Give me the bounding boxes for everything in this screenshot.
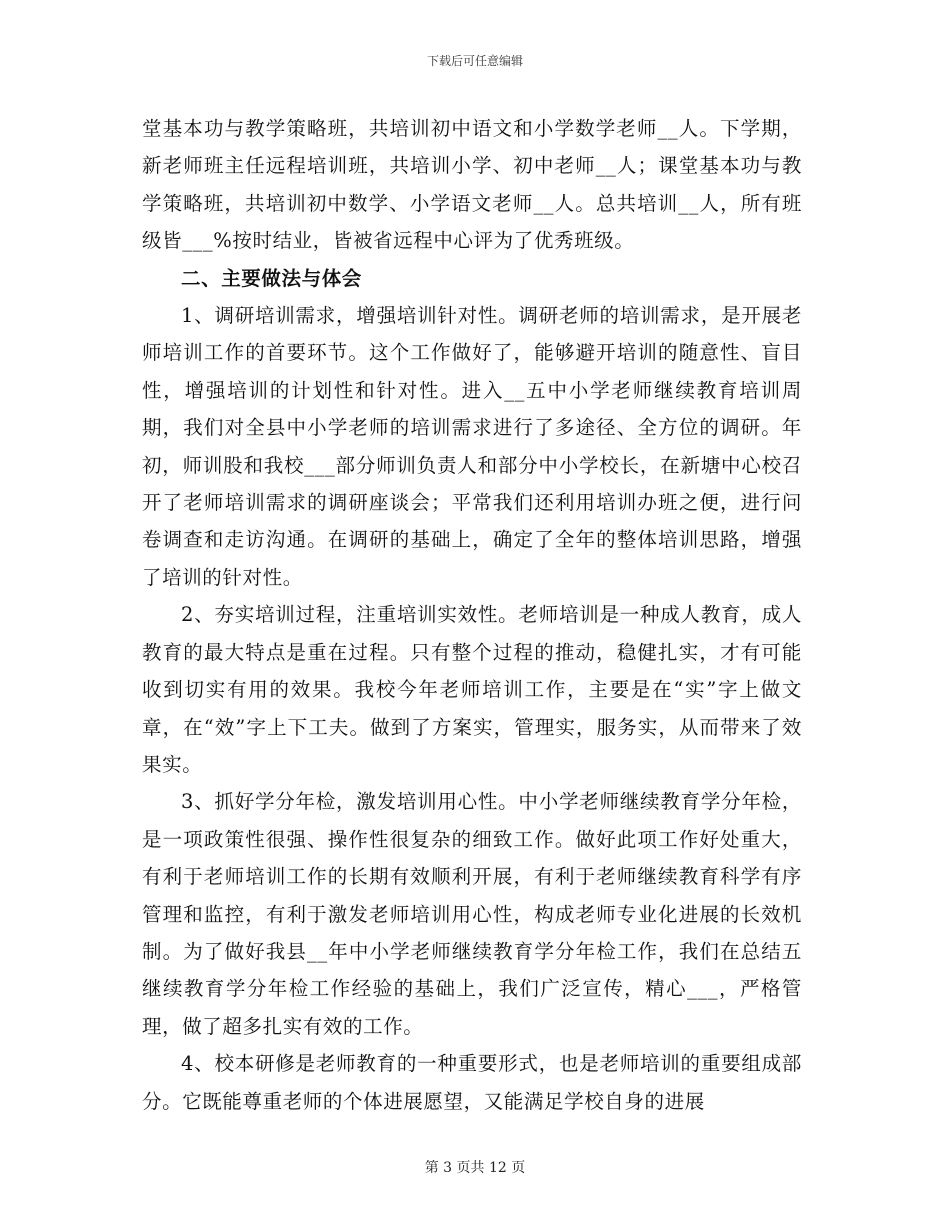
paragraph-3: 3、抓好学分年检，激发培训用心性。中小学老师继续教育学分年检，是一项政策性很强、操作性很复杂的细致工作。做好此项工作好处重大，有利于老师培训工作的长期有效顺利开展，有利于老师继续教育科学有序管理和监控，有利于激发老师培训用心性，构成老师专业化进展的长效机制。为了做好我县__年中小学老师继续教育学分年检工作，我们在总结五继续教育学分年检工作经验的基础上，我们广泛宣传，精心___，严格管理，做了超多扎实有效的工作。 bbox=[142, 790, 802, 1038]
paragraph-4: 4、校本研修是老师教育的一种重要形式，也是老师培训的重要组成部分。它既能尊重老师的个体进展愿望，又能满足学校自身的进展 bbox=[142, 1052, 802, 1113]
section-heading: 二、主要做法与体会 bbox=[181, 266, 362, 290]
paragraph-1: 1、调研培训需求，增强培训针对性。调研老师的培训需求，是开展老师培训工作的首要环节。这个工作做好了，能够避开培训的随意性、盲目性，增强培训的计划性和针对性。进入__五中小学老师继续教育培训周期，我们对全县中小学老师的培训需求进行了多途径、全方位的调研。年初，师训股和我校___部分师训负责人和部分中小学校长，在新塘中心校召开了老师培训需求的调研座谈会；平常我们还利用培训办班之便，进行问卷调查和走访沟通。在调研的基础上，确定了全年的整体培训思路，增强了培训的针对性。 bbox=[142, 304, 802, 589]
document-body bbox=[142, 110, 802, 1120]
page-footer: 第 3 页共 12 页 bbox=[424, 1160, 526, 1176]
page-header: 下载后可任意编辑 bbox=[426, 54, 523, 68]
paragraph-2: 2、夯实培训过程，注重培训实效性。老师培训是一种成人教育，成人教育的最大特点是重在过程。只有整个过程的推动，稳健扎实，才有可能收到切实有用的效果。我校今年老师培训工作，主要是在“实”字上做文章，在“效”字上下工夫。做到了方案实，管理实，服务实，从而带来了效果实。 bbox=[142, 603, 802, 776]
paragraph-intro: 堂基本功与教学策略班，共培训初中语文和小学数学老师__人。下学期，新老师班主任远程培训班，共培训小学、初中老师__人；课堂基本功与教学策略班，共培训初中数学、小学语文老师__人。总共培训__人，所有班级皆___%按时结业，皆被省远程中心评为了优秀班级。 bbox=[142, 117, 802, 253]
